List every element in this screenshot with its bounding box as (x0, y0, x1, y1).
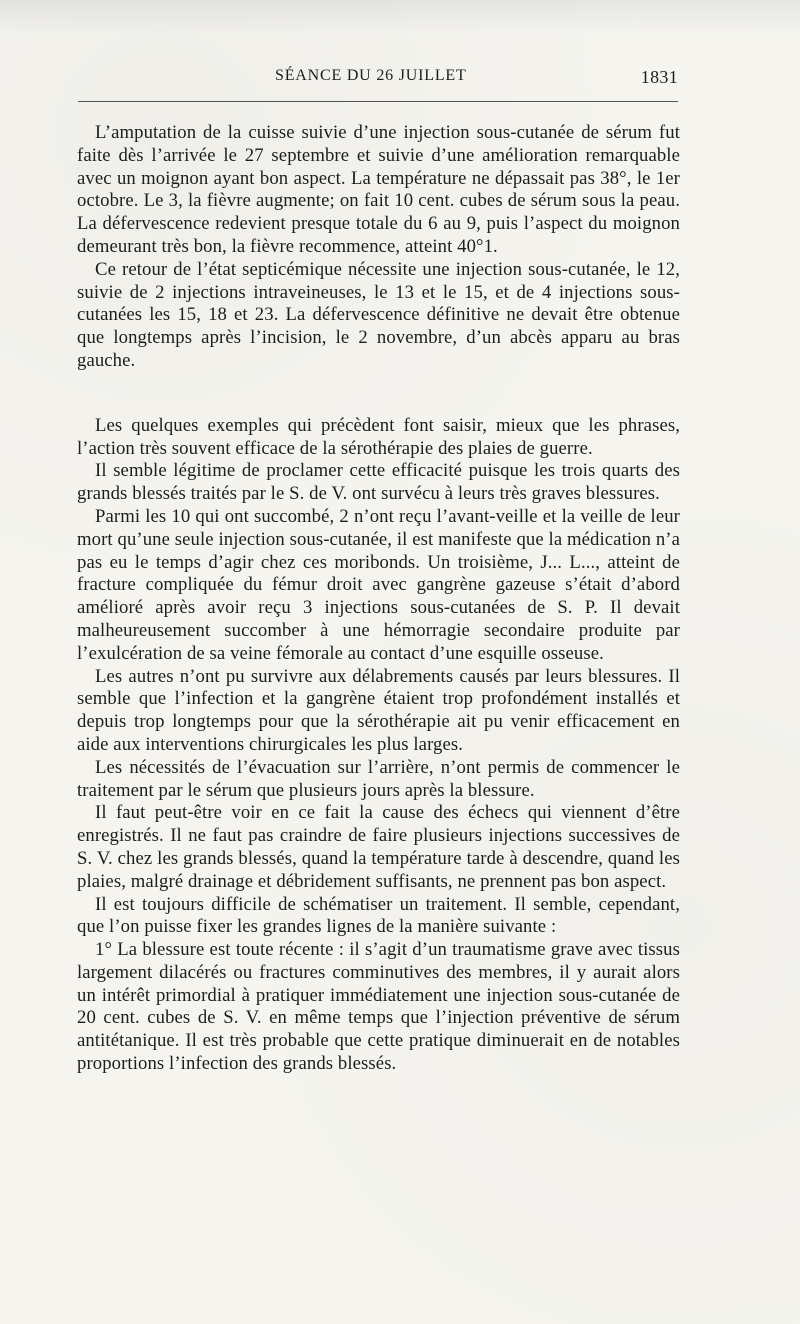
paragraph-10: 1° La blessure est toute récente : il s’agit d’un traumatisme grave avec tissus largement dilacérés ou fractures comminutives des membres, il y aurait alors un intérêt primordial à pratiquer immédiatement une injection sous-cutanée de 20 cent. cubes de S. V. en même temps que l’injection préventive de sérum antitétanique. Il est très probable que cette pratique diminuerait en de notables proportions l’infection des grands blessés. (77, 939, 680, 1075)
paragraph-9: Il est toujours difficile de schématiser un traitement. Il semble, cependant, que l’on puisse fixer les grandes lignes de la manière suivante : (77, 893, 680, 938)
paragraph-4: Il semble légitime de proclamer cette efficacité puisque les trois quarts des grands blessés traités par le S. de V. ont survécu à leurs très graves blessures. (77, 460, 680, 505)
page-top-edge (0, 0, 800, 34)
paragraph-5: Parmi les 10 qui ont succombé, 2 n’ont reçu l’avant-veille et la veille de leur mort qu’une seule injection sous-cutanée, il est manifeste que la médication n’a pas eu le temps d’agir chez ces moribonds. Un troisième, J... L..., atteint de fracture compliquée du fémur droit avec gangrène gazeuse s’était d’abord amélioré après avoir reçu 3 injections sous-cutanées de S. P. Il devait malheureusement succomber à une hémorragie secondaire produite par l’exulcération de sa veine fémorale au contact d’une esquille osseuse. (77, 505, 680, 664)
paragraph-1: L’amputation de la cuisse suivie d’une injection sous-cutanée de sérum fut faite dès l’arrivée le 27 septembre et suivie d’une amélioration remarquable avec un moignon ayant bon aspect. La température ne dépassait pas 38°, le 1er octobre. Le 3, la fièvre augmente; on fait 10 cent. cubes de sérum sous la peau. La défervescence redevient presque totale du 6 au 9, puis l’aspect du moignon demeurant très bon, la fièvre recommence, atteint 40°1. (77, 122, 680, 257)
paragraph-2: Ce retour de l’état septicémique nécessite une injection sous-cutanée, le 12, suivie de 2 injections intraveineuses, le 13 et le 15, et de 4 injections sous-cutanées les 15, 18 et 23. La défervescence définitive ne devait être obtenue que longtemps après l’incision, le 2 novembre, d’un abcès apparu au bras gauche. (77, 258, 680, 371)
paragraph-6: Les autres n’ont pu survivre aux délabrements causés par leurs blessures. Il semble que l’infection et la gangrène étaient trop profondément installés et depuis trop longtemps pour que la sérothérapie ait pu venir efficacement en aide aux interventions chirurgicales les plus larges. (77, 665, 680, 755)
header-rule (78, 101, 678, 102)
page-header (78, 67, 678, 91)
paragraph-8: Il faut peut-être voir en ce fait la cause des échecs qui viennent d’être enregistrés. Il ne faut pas craindre de faire plusieurs injections successives de S. V. chez les grands blessés, quand la température tarde à descendre, quand les plaies, malgré drainage et débridement suffisants, ne prennent pas bon aspect. (77, 802, 680, 892)
paragraph-3: Les quelques exemples qui précèdent font saisir, mieux que les phrases, l’action très souvent efficace de la sérothérapie des plaies de guerre. (77, 414, 680, 459)
document-body (77, 122, 680, 1076)
page-number: 1831 (640, 67, 678, 87)
paragraph-7: Les nécessités de l’évacuation sur l’arrière, n’ont permis de commencer le traitement par le sérum que plusieurs jours après la blessure. (77, 756, 680, 801)
running-title: SÉANCE DU 26 JUILLET (275, 67, 467, 84)
section-gap (77, 373, 680, 415)
